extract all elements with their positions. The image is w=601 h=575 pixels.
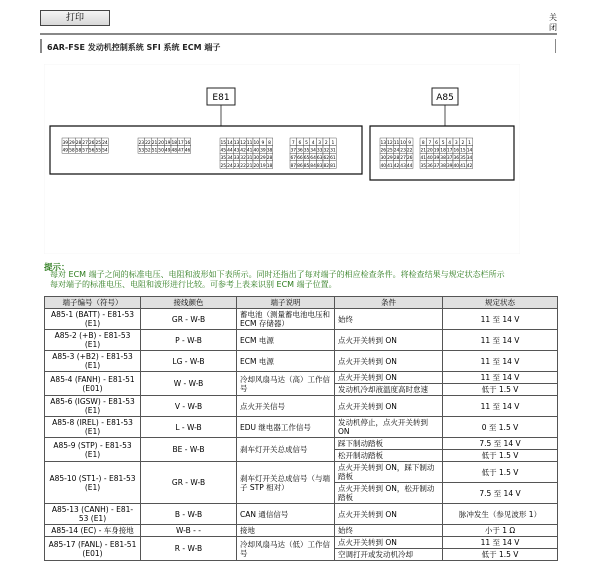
table-row (45, 525, 558, 537)
spec-cell: 7.5 至 14 V (443, 438, 558, 450)
terminal-cell: A85-8 (IREL) - E81-53 (E1) (45, 417, 141, 438)
pin-number: 1 (331, 141, 335, 146)
pin-number: 50 (158, 148, 164, 154)
pin-number: 10 (253, 141, 260, 146)
description-cell: 点火开关信号 (237, 396, 335, 417)
pin-number: 24 (393, 148, 400, 154)
pin-number: 4 (448, 141, 452, 146)
pin-number: 44 (227, 148, 233, 154)
pin-number: 51 (151, 148, 158, 154)
pin-number: 22 (406, 148, 413, 154)
description-cell: EDU 继电器工作信号 (237, 417, 335, 438)
terminal-cell: A85-17 (FANL) - E81-51 (E01) (45, 537, 141, 561)
header-divider (40, 33, 557, 35)
pin-number: 37 (433, 163, 440, 169)
terminal-table (44, 296, 558, 561)
table-row (45, 372, 558, 384)
pin-number: 33 (233, 156, 240, 162)
pin-number: 55 (95, 148, 102, 154)
pin-number: 48 (171, 148, 178, 154)
page-title: 6AR-FSE 发动机控制系统 SFI 系统 ECM 端子 (47, 43, 221, 52)
pin-number: 8 (421, 141, 425, 146)
spec-cell: 11 至 14 V (443, 372, 558, 384)
wire-color-cell: W - W-B (141, 372, 237, 396)
pin-number: 2 (461, 141, 465, 146)
pin-number: 21 (246, 163, 253, 169)
wire-color-cell: LG - W-B (141, 351, 237, 372)
description-cell: 蓄电池（测量蓄电池电压和 ECM 存储器） (237, 309, 335, 330)
pin-number: 61 (330, 156, 336, 162)
pin-number: 52 (145, 148, 151, 154)
pin-number: 26 (380, 148, 387, 154)
spec-cell: 11 至 14 V (443, 396, 558, 417)
table-row (45, 438, 558, 450)
pin-number: 19 (433, 148, 440, 154)
condition-cell: 踩下制动踏板 (335, 438, 443, 450)
pin-number: 40 (253, 148, 260, 154)
pin-number: 25 (95, 141, 102, 146)
pin-number: 43 (400, 163, 406, 169)
condition-cell: 空调打开或发动机冷却 (335, 549, 443, 561)
spec-cell: 11 至 14 V (443, 537, 558, 549)
pin-number: 18 (440, 148, 446, 154)
condition-cell: 点火开关转到 ON (335, 351, 443, 372)
pin-number: 23 (400, 148, 406, 154)
table-header-row (45, 297, 558, 309)
pin-number: 67 (290, 156, 297, 162)
pin-number: 23 (138, 141, 145, 146)
header-description: 端子说明 (237, 297, 335, 309)
header-spec: 规定状态 (443, 297, 558, 309)
pin-number: 21 (420, 148, 427, 154)
pin-number: 29 (387, 156, 393, 162)
pin-number: 53 (138, 148, 145, 154)
pin-number: 34 (466, 156, 473, 162)
pin-number: 54 (102, 148, 108, 154)
header-wire-color: 接线颜色 (141, 297, 237, 309)
spec-cell: 脉冲发生（参见波形 1） (443, 504, 558, 525)
pin-number: 32 (240, 156, 246, 162)
spec-cell: 11 至 14 V (443, 330, 558, 351)
pin-number: 25 (387, 148, 393, 154)
description-cell: ECM 电源 (237, 351, 335, 372)
e81-label: E81 (212, 93, 230, 103)
pin-number: 20 (427, 148, 433, 154)
condition-cell: 点火开关转到 ON，松开制动踏板 (335, 483, 443, 504)
description-cell: 冷却风扇马达（高）工作信号 (237, 372, 335, 396)
pin-number: 65 (303, 156, 310, 162)
pin-number: 64 (310, 156, 316, 162)
pin-number: 49 (62, 148, 69, 154)
pin-number: 30 (253, 156, 260, 162)
pin-number: 7 (291, 141, 295, 146)
pin-number: 37 (446, 156, 453, 162)
pin-number: 38 (440, 156, 446, 162)
table-row (45, 330, 558, 351)
title-bar-left (40, 39, 42, 53)
pin-number: 43 (233, 148, 240, 154)
pin-number: 35 (420, 163, 427, 169)
condition-cell: 点火开关转到 ON，踩下制动踏板 (335, 462, 443, 483)
terminal-cell: A85-4 (FANH) - E81-51 (E01) (45, 372, 141, 396)
spec-cell: 小于 1 Ω (443, 525, 558, 537)
pin-number: 17 (446, 148, 453, 154)
pin-number: 21 (151, 141, 158, 146)
condition-cell: 点火开关转到 ON (335, 396, 443, 417)
pin-number: 28 (393, 156, 400, 162)
pin-number: 22 (145, 141, 151, 146)
pin-number: 17 (178, 141, 184, 146)
pin-number: 24 (227, 163, 233, 169)
pin-number: 29 (69, 141, 75, 146)
spec-cell: 7.5 至 14 V (443, 483, 558, 504)
condition-cell: 点火开关转到 ON (335, 537, 443, 549)
table-row (45, 351, 558, 372)
pin-number: 14 (227, 141, 233, 146)
pin-number: 19 (260, 163, 266, 169)
pin-number: 27 (400, 156, 406, 162)
condition-cell: 点火开关转到 ON (335, 330, 443, 351)
pin-number: 58 (75, 148, 82, 154)
pin-number: 14 (466, 148, 473, 154)
description-cell: CAN 通信信号 (237, 504, 335, 525)
condition-cell: 点火开关转到 ON (335, 372, 443, 384)
condition-cell: 点火开关转到 ON (335, 504, 443, 525)
description-cell: 接地 (237, 525, 335, 537)
condition-cell: 始终 (335, 525, 443, 537)
close-link[interactable]: 关闭 (549, 13, 557, 32)
pin-number: 24 (102, 141, 108, 146)
pin-number: 36 (297, 148, 303, 154)
pin-number: 44 (406, 163, 413, 169)
pin-number: 41 (420, 156, 427, 162)
pin-number: 38 (440, 163, 446, 169)
pin-number: 9 (261, 141, 265, 146)
table-row (45, 396, 558, 417)
pin-number: 42 (466, 163, 473, 169)
pin-number: 42 (393, 163, 400, 169)
pin-number: 6 (298, 141, 302, 146)
pin-number: 8 (268, 141, 271, 146)
pin-number: 35 (460, 156, 466, 162)
pin-number: 28 (75, 141, 82, 146)
pin-number: 41 (387, 163, 393, 169)
pin-number: 84 (310, 163, 316, 169)
terminal-cell: A85-2 (+B) - E81-53 (E1) (45, 330, 141, 351)
terminal-cell: A85-9 (STP) - E81-53 (E1) (45, 438, 141, 462)
pin-number: 40 (427, 156, 433, 162)
condition-cell: 发动机停止，点火开关转到 ON (335, 417, 443, 438)
pin-number: 31 (246, 156, 253, 162)
wire-color-cell: V - W-B (141, 396, 237, 417)
pin-number: 12 (387, 141, 393, 146)
terminal-cell: A85-1 (BATT) - E81-53 (E1) (45, 309, 141, 330)
pin-number: 26 (406, 156, 413, 162)
terminal-cell: A85-3 (+B2) - E81-53 (E1) (45, 351, 141, 372)
pin-number: 5 (441, 141, 445, 146)
pin-number: 66 (297, 156, 303, 162)
pin-number: 87 (290, 163, 297, 169)
pin-number: 34 (310, 148, 316, 154)
pin-number: 56 (88, 148, 95, 154)
pin-number: 36 (453, 156, 460, 162)
spec-cell: 低于 1.5 V (443, 450, 558, 462)
description-cell: 冷却风扇马达（低）工作信号 (237, 537, 335, 561)
pin-number: 33 (316, 148, 323, 154)
pin-number: 30 (380, 156, 387, 162)
pin-number: 81 (330, 163, 336, 169)
description-cell: ECM 电源 (237, 330, 335, 351)
hint-line-2: 每对端子的标准电压、电阻和波形进行比较。可参考上表来识别 ECM 端子位置。 (50, 280, 337, 289)
pin-number: 39 (260, 148, 266, 154)
wire-color-cell: L - W-B (141, 417, 237, 438)
pin-number: 29 (260, 156, 266, 162)
pin-number: 82 (323, 163, 330, 169)
pin-number: 23 (233, 163, 240, 169)
pin-number: 39 (433, 156, 440, 162)
pin-number: 3 (318, 141, 322, 146)
wire-color-cell: B - W-B (141, 504, 237, 525)
print-button[interactable]: 打印 (40, 10, 110, 26)
wire-color-cell: R - W-B (141, 537, 237, 561)
spec-cell: 低于 1.5 V (443, 549, 558, 561)
table-row (45, 462, 558, 483)
condition-cell: 松开制动踏板 (335, 450, 443, 462)
table-row (45, 537, 558, 549)
pin-number: 39 (62, 141, 69, 146)
pin-number: 18 (266, 163, 273, 169)
spec-cell: 0 至 1.5 V (443, 417, 558, 438)
pin-number: 11 (393, 141, 400, 146)
pin-number: 34 (227, 156, 233, 162)
wire-color-cell: P - W-B (141, 330, 237, 351)
pin-number: 3 (454, 141, 458, 146)
condition-cell: 始终 (335, 309, 443, 330)
title-bar-right (555, 39, 556, 53)
pin-number: 12 (240, 141, 246, 146)
hint-title: 提示： (44, 263, 70, 273)
pin-number: 37 (290, 148, 297, 154)
pin-number: 20 (253, 163, 260, 169)
pin-number: 13 (380, 141, 387, 146)
pin-number: 35 (303, 148, 310, 154)
pin-number: 9 (408, 141, 412, 146)
terminal-cell: A85-10 (ST1-) - E81-53 (E1) (45, 462, 141, 504)
spec-cell: 11 至 14 V (443, 351, 558, 372)
a85-label: A85 (436, 93, 454, 103)
wire-color-cell: GR - W-B (141, 462, 237, 504)
pin-number: 16 (184, 141, 191, 146)
pin-number: 39 (446, 163, 453, 169)
pin-number: 2 (324, 141, 328, 146)
pin-number: 32 (323, 148, 330, 154)
pin-number: 40 (453, 163, 460, 169)
table-row (45, 417, 558, 438)
pin-number: 36 (427, 163, 433, 169)
pin-number: 7 (428, 141, 432, 146)
terminal-cell: A85-13 (CANH) - E81-53 (E1) (45, 504, 141, 525)
pin-number: 1 (468, 141, 471, 146)
pin-number: 38 (266, 148, 273, 154)
terminal-cell: A85-14 (EC) - 车身接地 (45, 525, 141, 537)
pin-number: 13 (233, 141, 240, 146)
pin-number: 41 (246, 148, 253, 154)
pin-number: 16 (453, 148, 460, 154)
pin-number: 28 (266, 156, 273, 162)
description-cell: 刹车灯开关总成信号 (237, 438, 335, 462)
pin-number: 4 (311, 141, 315, 146)
description-cell: 刹车灯开关总成信号（与端子 STP 相对） (237, 462, 335, 504)
pin-number: 45 (220, 148, 227, 154)
pin-number: 18 (171, 141, 178, 146)
wire-color-cell: BE - W-B (141, 438, 237, 462)
table-row (45, 309, 558, 330)
table-row (45, 504, 558, 525)
spec-cell: 11 至 14 V (443, 309, 558, 330)
hint-line-1: 每对 ECM 端子之间的标准电压、电阻和波形如下表所示。同时还指出了每对端子的相应检查条件。将检查结果与规定状态栏所示 (50, 270, 505, 279)
pin-number: 86 (297, 163, 303, 169)
pin-number: 41 (460, 163, 466, 169)
pin-number: 85 (303, 163, 310, 169)
pin-number: 19 (164, 141, 171, 146)
pin-number: 6 (435, 141, 438, 146)
pin-number: 83 (316, 163, 323, 169)
spec-cell: 低于 1.5 V (443, 384, 558, 396)
pin-number: 62 (323, 156, 330, 162)
pin-number: 42 (240, 148, 246, 154)
pin-number: 20 (158, 141, 164, 146)
pin-number: 63 (316, 156, 323, 162)
pin-number: 25 (220, 163, 227, 169)
pin-number: 15 (220, 141, 227, 146)
wire-color-cell: W-B - - (141, 525, 237, 537)
pin-number: 27 (82, 141, 88, 146)
pin-number: 5 (305, 141, 308, 146)
pin-number: 22 (240, 163, 246, 169)
header-terminal: 端子编号（符号） (45, 297, 141, 309)
pin-number: 49 (164, 148, 171, 154)
header-condition: 条件 (335, 297, 443, 309)
pin-number: 57 (82, 148, 88, 154)
pin-number: 40 (380, 163, 387, 169)
hint-body (50, 270, 570, 290)
pin-number: 10 (400, 141, 406, 146)
terminal-cell: A85-6 (IGSW) - E81-53 (E1) (45, 396, 141, 417)
pin-number: 15 (460, 148, 466, 154)
pin-number: 58 (69, 148, 75, 154)
pin-number: 26 (88, 141, 95, 146)
condition-cell: 发动机冷却液温度高时怠速 (335, 384, 443, 396)
spec-cell: 低于 1.5 V (443, 462, 558, 483)
wire-color-cell: GR - W-B (141, 309, 237, 330)
pin-number: 35 (220, 156, 227, 162)
pin-number: 31 (330, 148, 336, 154)
pin-number: 11 (246, 141, 253, 146)
ecm-connector-diagram (44, 64, 520, 254)
pin-number: 47 (178, 148, 184, 154)
pin-number: 46 (184, 148, 191, 154)
